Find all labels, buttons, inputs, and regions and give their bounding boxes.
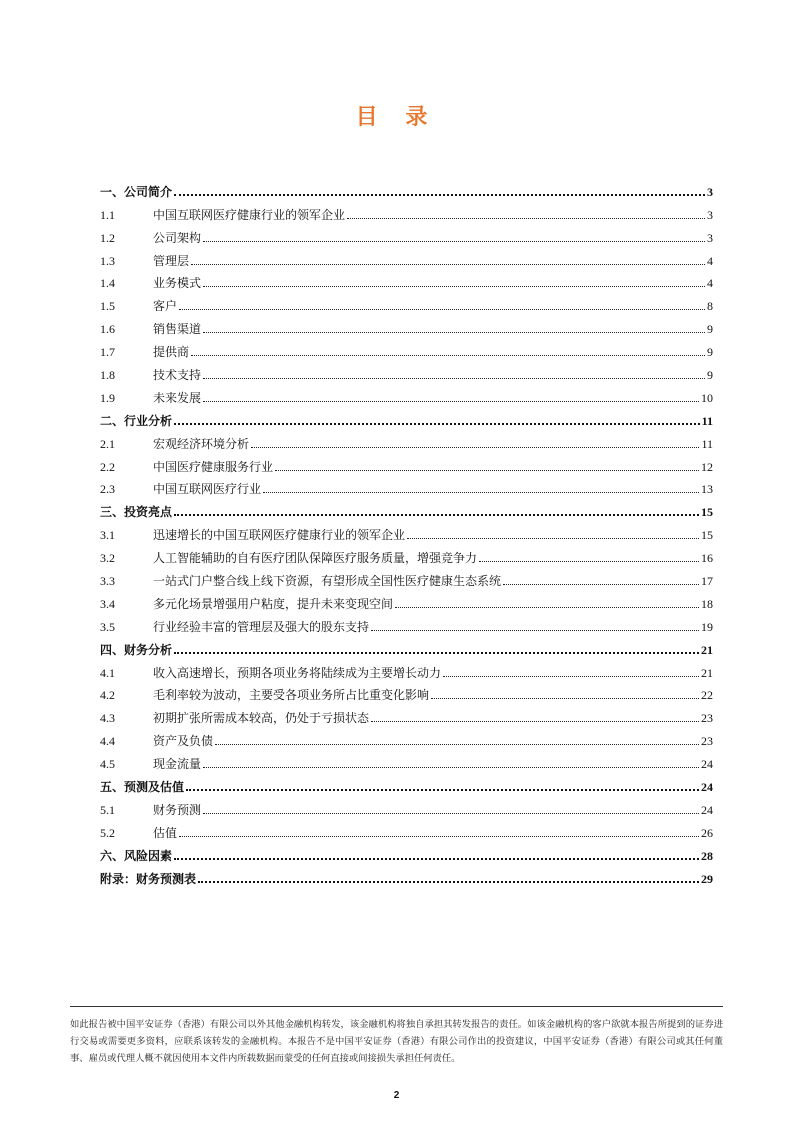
toc-page-number: 9	[707, 368, 713, 383]
toc-number: 4.2	[100, 688, 115, 703]
toc-page-number: 21	[701, 642, 713, 657]
toc-leader-dots	[203, 813, 699, 814]
toc-leader-dots	[215, 744, 699, 745]
toc-number: 1.5	[100, 299, 115, 314]
toc-leader-dots	[371, 630, 699, 631]
toc-leader-dots	[174, 194, 705, 196]
toc-leader-dots	[203, 378, 705, 379]
disclaimer-text: 如此报告被中国平安证券（香港）有限公司以外其他金融机构转发，该金融机构将独自承担其转发报告的责任。如该金融机构的客户欲就本报告所提到的证券进行交易或需要更多资料，应联系该转发的金融机构。本报告不是中国平安证券（香港）有限公司作出的投资建议，中国平安证券（香港）有限公司或其任何董事、雇员或代理人概不就因使用本文件内所载数据而蒙受的任何直接或间接损失承担任何责任。	[70, 1019, 723, 1064]
toc-label: 中国互联网医疗健康行业的领军企业	[153, 207, 346, 222]
toc-label: 现金流量	[153, 757, 202, 772]
toc-leader-dots	[179, 836, 699, 837]
toc-section-row[interactable]	[100, 773, 713, 796]
toc-subsection-row[interactable]	[100, 430, 713, 453]
toc-page-number: 15	[701, 528, 713, 543]
toc-label: 人工智能辅助的自有医疗团队保障医疗服务质量，增强竞争力	[153, 551, 478, 566]
toc-label: 财务预测	[153, 802, 202, 817]
page-title: 目 录	[355, 105, 438, 130]
toc-number: 5.2	[100, 825, 115, 840]
toc-page-number: 24	[701, 757, 713, 772]
toc-label: 提供商	[153, 345, 190, 360]
toc-label: 未来发展	[153, 390, 202, 405]
toc-page-number: 8	[707, 299, 713, 314]
toc-number: 4.3	[100, 711, 115, 726]
toc-page-number: 10	[701, 390, 713, 405]
toc-leader-dots	[186, 789, 699, 791]
toc-subsection-row[interactable]	[100, 338, 713, 361]
toc-page-number: 3	[707, 230, 713, 245]
toc-label: 四、财务分析	[100, 642, 173, 657]
toc-leader-dots	[191, 264, 705, 265]
toc-leader-dots	[443, 676, 699, 677]
toc-number: 1.9	[100, 390, 115, 405]
toc-subsection-row[interactable]	[100, 292, 713, 315]
toc-label: 公司架构	[153, 230, 202, 245]
toc-page-number: 24	[701, 780, 713, 795]
toc-number: 1.8	[100, 368, 115, 383]
toc-label: 中国互联网医疗行业	[153, 482, 262, 497]
toc-subsection-row[interactable]	[100, 727, 713, 750]
toc-page-number: 16	[701, 551, 713, 566]
toc-leader-dots	[407, 538, 699, 539]
toc-number: 1.3	[100, 253, 115, 268]
toc-label: 资产及负债	[153, 734, 214, 749]
toc-page-number: 28	[701, 848, 713, 863]
toc-section-row[interactable]	[100, 178, 713, 201]
page-number: 2	[393, 1090, 400, 1101]
toc-page-number: 18	[701, 596, 713, 611]
toc-subsection-row[interactable]	[100, 613, 713, 636]
toc-leader-dots	[263, 492, 699, 493]
toc-section-row[interactable]	[100, 865, 713, 888]
toc-subsection-row[interactable]	[100, 819, 713, 842]
toc-section-row[interactable]	[100, 636, 713, 659]
toc-number: 2.1	[100, 436, 115, 451]
toc-subsection-row[interactable]	[100, 361, 713, 384]
toc-page-number: 21	[701, 665, 713, 680]
toc-number: 4.4	[100, 734, 115, 749]
toc-label: 中国医疗健康服务行业	[153, 459, 274, 474]
toc-page-number: 3	[707, 184, 713, 199]
toc-leader-dots	[198, 881, 699, 883]
toc-subsection-row[interactable]	[100, 201, 713, 224]
toc-subsection-row[interactable]	[100, 544, 713, 567]
toc-leader-dots	[174, 652, 699, 654]
toc-label: 销售渠道	[153, 322, 202, 337]
toc-label: 六、风险因素	[100, 848, 173, 863]
toc-leader-dots	[203, 286, 705, 287]
toc-label: 收入高速增长，预期各项业务将陆续成为主要增长动力	[153, 665, 442, 680]
table-of-contents	[100, 178, 713, 888]
toc-number: 3.4	[100, 596, 115, 611]
toc-leader-dots	[203, 767, 699, 768]
toc-label: 附录：财务预测表	[100, 871, 197, 886]
toc-subsection-row[interactable]	[100, 590, 713, 613]
toc-page-number: 9	[707, 345, 713, 360]
toc-subsection-row[interactable]	[100, 224, 713, 247]
toc-page-number: 12	[701, 459, 713, 474]
toc-subsection-row[interactable]	[100, 476, 713, 499]
toc-page-number: 4	[707, 276, 713, 291]
toc-label: 管理层	[153, 253, 190, 268]
toc-page-number: 19	[701, 619, 713, 634]
toc-leader-dots	[174, 423, 700, 425]
toc-leader-dots	[371, 721, 699, 722]
toc-page-number: 23	[701, 734, 713, 749]
toc-number: 3.5	[100, 619, 115, 634]
toc-subsection-row[interactable]	[100, 704, 713, 727]
toc-subsection-row[interactable]	[100, 270, 713, 293]
toc-leader-dots	[395, 607, 699, 608]
toc-label: 估值	[153, 825, 178, 840]
toc-label: 宏观经济环境分析	[153, 436, 250, 451]
toc-page-number: 9	[707, 322, 713, 337]
toc-leader-dots	[347, 218, 705, 219]
toc-subsection-row[interactable]	[100, 796, 713, 819]
toc-leader-dots	[174, 858, 699, 860]
toc-section-row[interactable]	[100, 842, 713, 865]
toc-page-number: 11	[701, 436, 713, 451]
toc-number: 3.1	[100, 528, 115, 543]
toc-leader-dots	[203, 332, 705, 333]
toc-label: 初期扩张所需成本较高，仍处于亏损状态	[153, 711, 370, 726]
toc-subsection-row[interactable]	[100, 315, 713, 338]
toc-section-row[interactable]	[100, 407, 713, 430]
toc-subsection-row[interactable]	[100, 384, 713, 407]
toc-page-number: 22	[701, 688, 713, 703]
toc-page-number: 4	[707, 253, 713, 268]
toc-leader-dots	[203, 401, 699, 402]
toc-subsection-row[interactable]	[100, 567, 713, 590]
toc-subsection-row[interactable]	[100, 682, 713, 705]
toc-label: 毛利率较为波动，主要受各项业务所占比重变化影响	[153, 688, 430, 703]
toc-subsection-row[interactable]	[100, 247, 713, 270]
toc-subsection-row[interactable]	[100, 750, 713, 773]
toc-leader-dots	[431, 698, 699, 699]
toc-number: 2.2	[100, 459, 115, 474]
toc-number: 5.1	[100, 802, 115, 817]
toc-label: 一、公司简介	[100, 184, 173, 199]
toc-subsection-row[interactable]	[100, 659, 713, 682]
toc-subsection-row[interactable]	[100, 453, 713, 476]
toc-leader-dots	[191, 355, 705, 356]
toc-subsection-row[interactable]	[100, 521, 713, 544]
toc-page-number: 24	[701, 802, 713, 817]
toc-label: 技术支持	[153, 368, 202, 383]
toc-number: 4.1	[100, 665, 115, 680]
toc-leader-dots	[179, 309, 705, 310]
toc-label: 二、行业分析	[100, 413, 173, 428]
toc-leader-dots	[174, 514, 699, 516]
footer-divider	[70, 1006, 723, 1007]
toc-leader-dots	[503, 584, 699, 585]
toc-label: 客户	[153, 299, 178, 314]
toc-leader-dots	[251, 447, 699, 448]
toc-label: 业务模式	[153, 276, 202, 291]
toc-number: 4.5	[100, 757, 115, 772]
toc-page-number: 23	[701, 711, 713, 726]
toc-section-row[interactable]	[100, 498, 713, 521]
toc-label: 五、预测及估值	[100, 780, 185, 795]
toc-page-number: 26	[701, 825, 713, 840]
toc-page-number: 17	[701, 574, 713, 589]
toc-label: 行业经验丰富的管理层及强大的股东支持	[153, 619, 370, 634]
toc-page-number: 13	[701, 482, 713, 497]
toc-number: 1.2	[100, 230, 115, 245]
toc-page-number: 11	[701, 413, 713, 428]
toc-number: 3.2	[100, 551, 115, 566]
toc-leader-dots	[479, 561, 699, 562]
toc-label: 多元化场景增强用户粘度，提升未来变现空间	[153, 596, 394, 611]
toc-number: 2.3	[100, 482, 115, 497]
toc-label: 迅速增长的中国互联网医疗健康行业的领军企业	[153, 528, 406, 543]
toc-number: 3.3	[100, 574, 115, 589]
toc-leader-dots	[275, 470, 699, 471]
toc-number: 1.6	[100, 322, 115, 337]
toc-page-number: 3	[707, 207, 713, 222]
toc-page-number: 15	[701, 505, 713, 520]
toc-number: 1.7	[100, 345, 115, 360]
toc-number: 1.4	[100, 276, 115, 291]
toc-label: 三、投资亮点	[100, 505, 173, 520]
toc-page-number: 29	[701, 871, 713, 886]
toc-label: 一站式门户整合线上线下资源，有望形成全国性医疗健康生态系统	[153, 574, 502, 589]
toc-leader-dots	[203, 241, 705, 242]
toc-number: 1.1	[100, 207, 115, 222]
